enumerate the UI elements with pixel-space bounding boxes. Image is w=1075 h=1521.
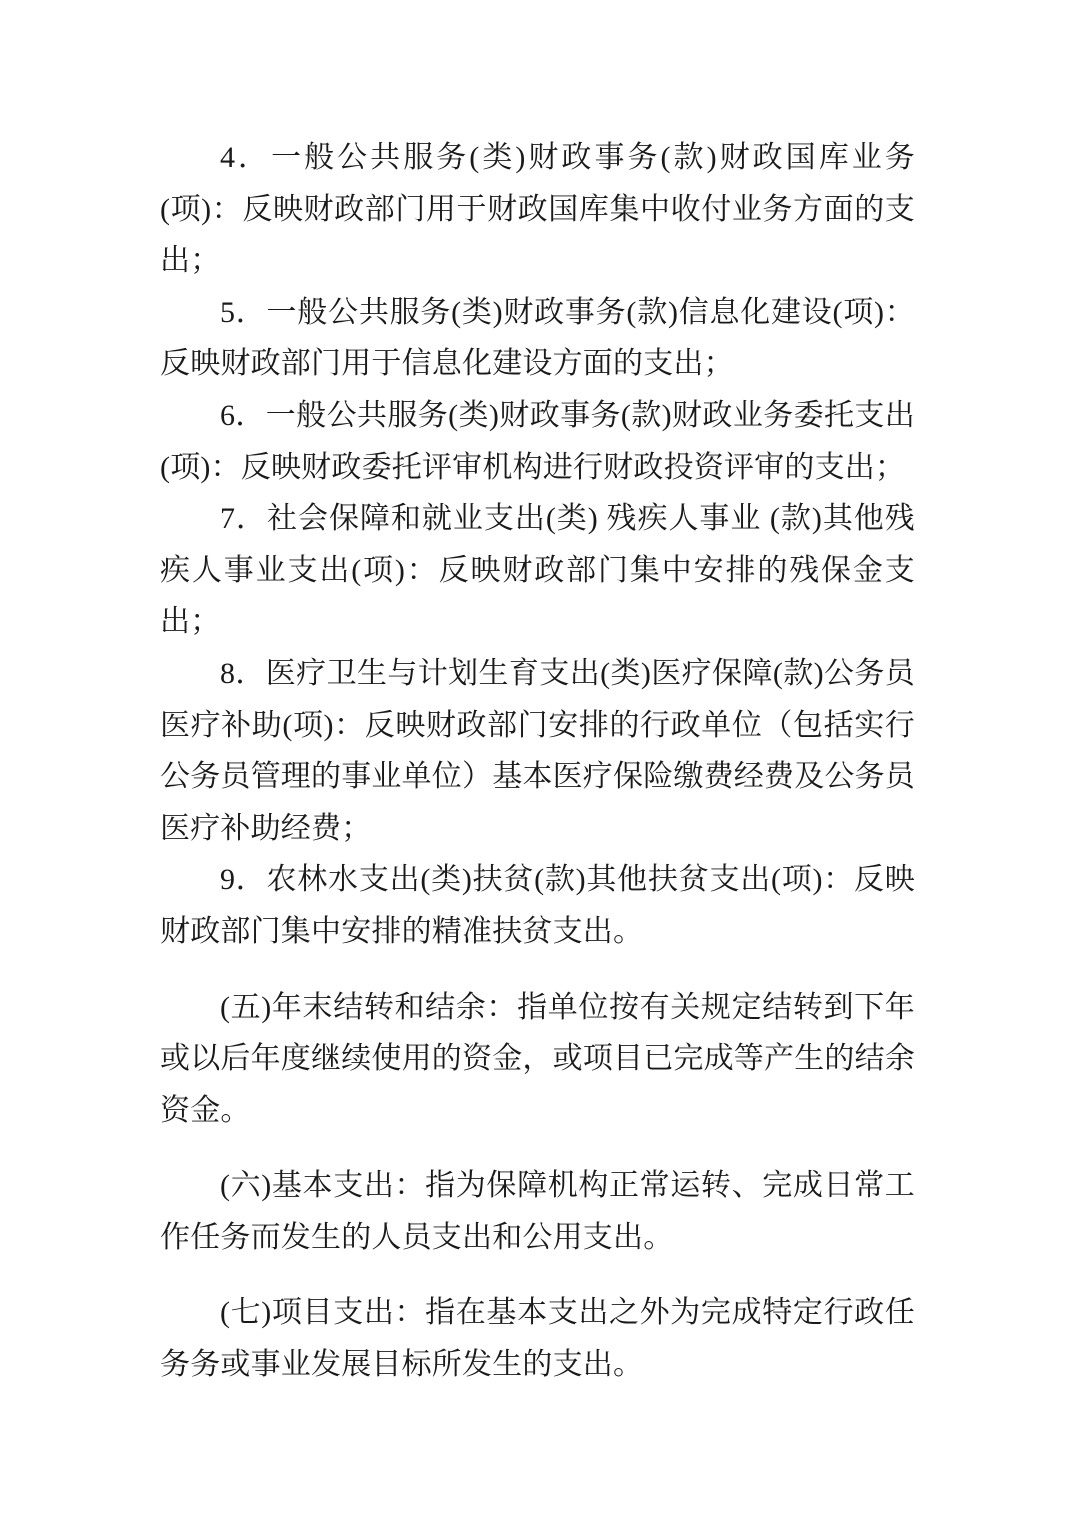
paragraph-item-8: 8．医疗卫生与计划生育支出(类)医疗保障(款)公务员医疗补助(项)：反映财政部门安排的行政单位（包括实行公务员管理的事业单位）基本医疗保险缴费经费及公务员医疗补助经费； bbox=[160, 656, 915, 845]
paragraph-item-6: 6．一般公共服务(类)财政事务(款)财政业务委托支出(项)：反映财政委托评审机构进行财政投资评审的支出； bbox=[160, 398, 915, 484]
paragraph-item-9: 9．农林水支出(类)扶贫(款)其他扶贫支出(项)：反映财政部门集中安排的精准扶贫支出。 bbox=[160, 863, 915, 948]
paragraph-item-5: 5．一般公共服务(类)财政事务(款)信息化建设(项)：反映财政部门用于信息化建设方面的支出； bbox=[160, 295, 915, 381]
paragraph-item-4: 4．一般公共服务(类)财政事务(款)财政国库业务(项)：反映财政部门用于财政国库集中收付业务方面的支出； bbox=[160, 141, 915, 278]
paragraph-section-qi: (七)项目支出：指在基本支出之外为完成特定行政任务务或事业发展目标所发生的支出。 bbox=[160, 1296, 915, 1382]
paragraph-section-wu: (五)年末结转和结余：指单位按有关规定结转到下年或以后年度继续使用的资金，或项目已完成等产生的结余资金。 bbox=[160, 990, 915, 1127]
paragraph-section-liu: (六)基本支出：指为保障机构正常运转、完成日常工作任务而发生的人员支出和公用支出。 bbox=[160, 1169, 915, 1254]
paragraph-item-7: 7．社会保障和就业支出(类) 残疾人事业 (款)其他残疾人事业支出(项)：反映财政部门集中安排的残保金支出； bbox=[160, 502, 915, 639]
